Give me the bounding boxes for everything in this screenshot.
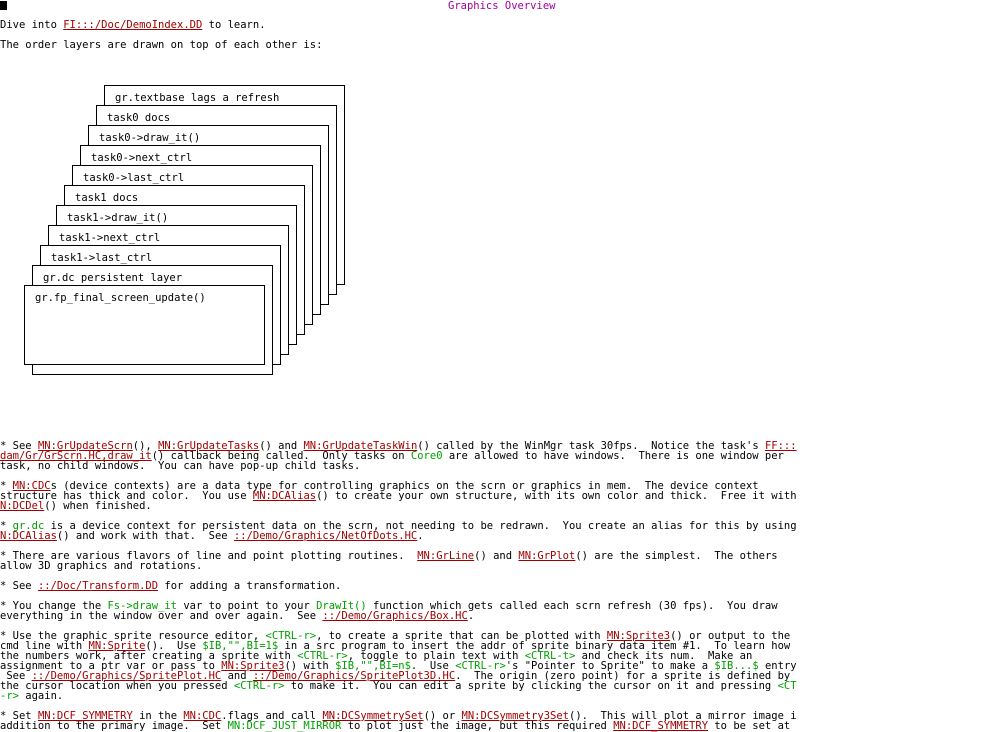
doc-link[interactable]: ::/Demo/Graphics/NetOfDots.HC bbox=[233, 530, 418, 542]
doc-line bbox=[0, 581, 341, 591]
doc-line bbox=[0, 531, 424, 541]
code-term: $IB,"",BI=n$ bbox=[335, 660, 411, 672]
doc-line bbox=[0, 501, 152, 511]
code-term: <CTRL-r> bbox=[297, 650, 348, 662]
doc-text: to plot just the image, but this required bbox=[341, 720, 614, 732]
layer-label: gr.fp_final_screen_update() bbox=[35, 292, 206, 304]
doc-text: addition to the primary image. Set bbox=[0, 720, 228, 732]
doc-line bbox=[0, 611, 474, 621]
layer-box bbox=[24, 285, 265, 365]
layer-label: task1 docs bbox=[75, 192, 139, 204]
doc-text: .flags and call bbox=[221, 710, 323, 722]
doc-text: * You change the bbox=[0, 600, 108, 612]
intro-suffix: to learn. bbox=[202, 19, 266, 31]
doc-link[interactable]: MN:CDC bbox=[12, 480, 51, 492]
doc-text: () called by the WinMgr task 30fps. Notice the task's bbox=[417, 440, 765, 452]
doc-link[interactable]: MN:Sprite3 bbox=[221, 660, 285, 672]
doc-link[interactable]: MN:DCF_SYMMETRY bbox=[37, 710, 133, 722]
code-term: $IB,"",BI=1$ bbox=[202, 640, 279, 652]
doc-text: the cursor location when you pressed bbox=[0, 680, 234, 692]
intro-line bbox=[0, 20, 266, 30]
doc-text: () and work with that. See bbox=[56, 530, 234, 542]
doc-link[interactable]: ::/Demo/Graphics/SpritePlot3D.HC bbox=[252, 670, 456, 682]
doc-text: in the bbox=[132, 710, 184, 722]
code-term: <CTRL-r> bbox=[265, 630, 317, 642]
doc-line bbox=[0, 691, 63, 701]
doc-link[interactable]: N:DCAlias bbox=[0, 530, 57, 542]
code-term: <CTRL-t> bbox=[524, 650, 576, 662]
code-term: MN:DCF_JUST_MIRROR bbox=[227, 720, 342, 732]
doc-text: . bbox=[417, 530, 424, 542]
doc-link[interactable]: MN:DCSymmetrySet bbox=[322, 710, 424, 722]
doc-link[interactable]: MN:Sprite3 bbox=[606, 630, 671, 642]
doc-link[interactable]: N:DCDel bbox=[0, 500, 45, 512]
layer-label: task1->last_ctrl bbox=[51, 252, 153, 264]
doc-line bbox=[0, 721, 790, 731]
doc-text: * There are various flavors of line and point plotting routines. bbox=[0, 550, 418, 562]
doc-link[interactable]: dam/Gr/GrScrn.HC,draw_it bbox=[0, 450, 152, 462]
doc-link[interactable]: MN:GrUpdateTasks bbox=[158, 440, 260, 452]
code-term: DrawIt() bbox=[316, 600, 367, 612]
doc-link[interactable]: MN:DCSymmetry3Set bbox=[461, 710, 569, 722]
doc-text: structure has thick and color. You use bbox=[0, 490, 253, 502]
doc-text: to be set at bbox=[708, 720, 791, 732]
doc-link[interactable]: MN:DCAlias bbox=[252, 490, 317, 502]
doc-link[interactable]: FF::: bbox=[764, 440, 797, 452]
doc-text: var to point to your bbox=[177, 600, 317, 612]
layer-label: task0->last_ctrl bbox=[83, 172, 185, 184]
doc-text: () callback being called. Only tasks on bbox=[151, 450, 411, 462]
doc-text: * See bbox=[0, 580, 38, 592]
code-term: Fs->draw_it bbox=[107, 600, 178, 612]
doc-link[interactable]: MN:GrUpdateTaskWin bbox=[303, 440, 418, 452]
doc-link[interactable]: MN:GrPlot bbox=[518, 550, 576, 562]
doc-text: (), bbox=[132, 440, 159, 452]
code-term: -r> bbox=[0, 690, 19, 702]
doc-text: () are the simplest. The others bbox=[575, 550, 778, 562]
doc-link[interactable]: MN:GrUpdateScrn bbox=[37, 440, 133, 452]
doc-text: , to create a sprite that can be plotted with bbox=[316, 630, 607, 642]
page-title: Graphics Overview bbox=[448, 0, 556, 12]
doc-text: () or output to the bbox=[670, 630, 791, 642]
code-term: <CT bbox=[777, 680, 797, 692]
doc-text: () to create your own structure, with its own color and thick. Free it with bbox=[316, 490, 797, 502]
doc-text: function which gets called each scrn refresh (30 fps). You draw bbox=[366, 600, 778, 612]
layer-label: task0 docs bbox=[107, 112, 171, 124]
doc-text: allow 3D graphics and rotations. bbox=[0, 560, 203, 572]
doc-text: * bbox=[0, 480, 13, 492]
layer-label: gr.textbase lags a refresh bbox=[115, 92, 280, 104]
doc-text: () and bbox=[474, 550, 519, 562]
doc-text: * Set bbox=[0, 710, 38, 722]
doc-text: (). Use bbox=[145, 640, 203, 652]
doc-link[interactable]: MN:GrLine bbox=[417, 550, 475, 562]
code-term: <CTRL-r> bbox=[233, 680, 285, 692]
doc-text: and bbox=[221, 670, 253, 682]
doc-text: to make it. You can edit a sprite by clicking the cursor on it and pressing bbox=[284, 680, 778, 692]
doc-text: again. bbox=[18, 690, 64, 702]
doc-text: 's "Pointer to Sprite" to make a bbox=[505, 660, 715, 672]
layer-label: gr.dc persistent layer bbox=[43, 272, 183, 284]
code-term: gr.dc bbox=[12, 520, 45, 532]
doc-text: and check its num. Make an bbox=[575, 650, 753, 662]
doc-text: is a device context for persistent data on the scrn, not needing to be redrawn. You create an alias for this by using bbox=[44, 520, 797, 532]
doc-text: * See bbox=[0, 440, 38, 452]
doc-text: the numbers work, after creating a sprite with bbox=[0, 650, 298, 662]
doc-link[interactable]: MN:DCF_SYMMETRY bbox=[613, 720, 709, 732]
doc-text: . The origin (zero point) for a sprite is defined by bbox=[455, 670, 791, 682]
doc-text: for adding a transformation. bbox=[158, 580, 342, 592]
text-cursor bbox=[0, 1, 7, 10]
doc-link[interactable]: MN:Sprite bbox=[88, 640, 146, 652]
doc-text: () when finished. bbox=[44, 500, 152, 512]
doc-line bbox=[0, 561, 202, 571]
layer-label: task0->draw_it() bbox=[99, 132, 201, 144]
order-text: The order layers are drawn on top of each other is: bbox=[0, 39, 323, 51]
doc-text: (). This will plot a mirror image i bbox=[569, 710, 797, 722]
doc-text: . Use bbox=[410, 660, 456, 672]
layer-label: task1->draw_it() bbox=[67, 212, 169, 224]
doc-text: () with bbox=[284, 660, 336, 672]
doc-text: () or bbox=[423, 710, 462, 722]
doc-text: . bbox=[467, 610, 475, 622]
doc-text: See bbox=[0, 670, 32, 682]
doc-text: cmd line with bbox=[0, 640, 89, 652]
intro-prefix: Dive into bbox=[0, 19, 64, 31]
doc-text: * bbox=[0, 520, 13, 532]
demo-index-link[interactable]: FI:::/Doc/DemoIndex.DD bbox=[63, 19, 203, 31]
doc-text: () and bbox=[259, 440, 304, 452]
doc-text: assignment to a ptr var or pass to bbox=[0, 660, 222, 672]
doc-text: task, no child windows. You can have pop-up child tasks. bbox=[0, 460, 361, 472]
doc-text: everything in the window over and over again. See bbox=[0, 610, 323, 622]
doc-text: * Use the graphic sprite resource editor, bbox=[0, 630, 266, 642]
doc-link[interactable]: MN:CDC bbox=[183, 710, 222, 722]
doc-link[interactable]: ::/Doc/Transform.DD bbox=[37, 580, 159, 592]
doc-text: s (device contexts) are a data type for controlling graphics on the scrn or graphics in mem. The device context bbox=[50, 480, 759, 492]
doc-link[interactable]: ::/Demo/Graphics/SpritePlot.HC bbox=[31, 670, 222, 682]
layer-label: task0->next_ctrl bbox=[91, 152, 193, 164]
doc-link[interactable]: ::/Demo/Graphics/Box.HC bbox=[322, 610, 468, 622]
doc-line bbox=[0, 461, 360, 471]
code-term: Core0 bbox=[410, 450, 443, 462]
code-term: <CTRL-r> bbox=[455, 660, 506, 672]
doc-text: , toggle to plain text with bbox=[347, 650, 525, 662]
doc-text: in a src program to insert the addr of sprite binary data item #1. To learn how bbox=[278, 640, 791, 652]
doc-line bbox=[0, 681, 797, 691]
doc-text: are allowed to have windows. There is one window per bbox=[442, 450, 784, 462]
doc-text: entry bbox=[758, 660, 797, 672]
code-term: $IB...$ bbox=[714, 660, 759, 672]
layer-label: task1->next_ctrl bbox=[59, 232, 161, 244]
